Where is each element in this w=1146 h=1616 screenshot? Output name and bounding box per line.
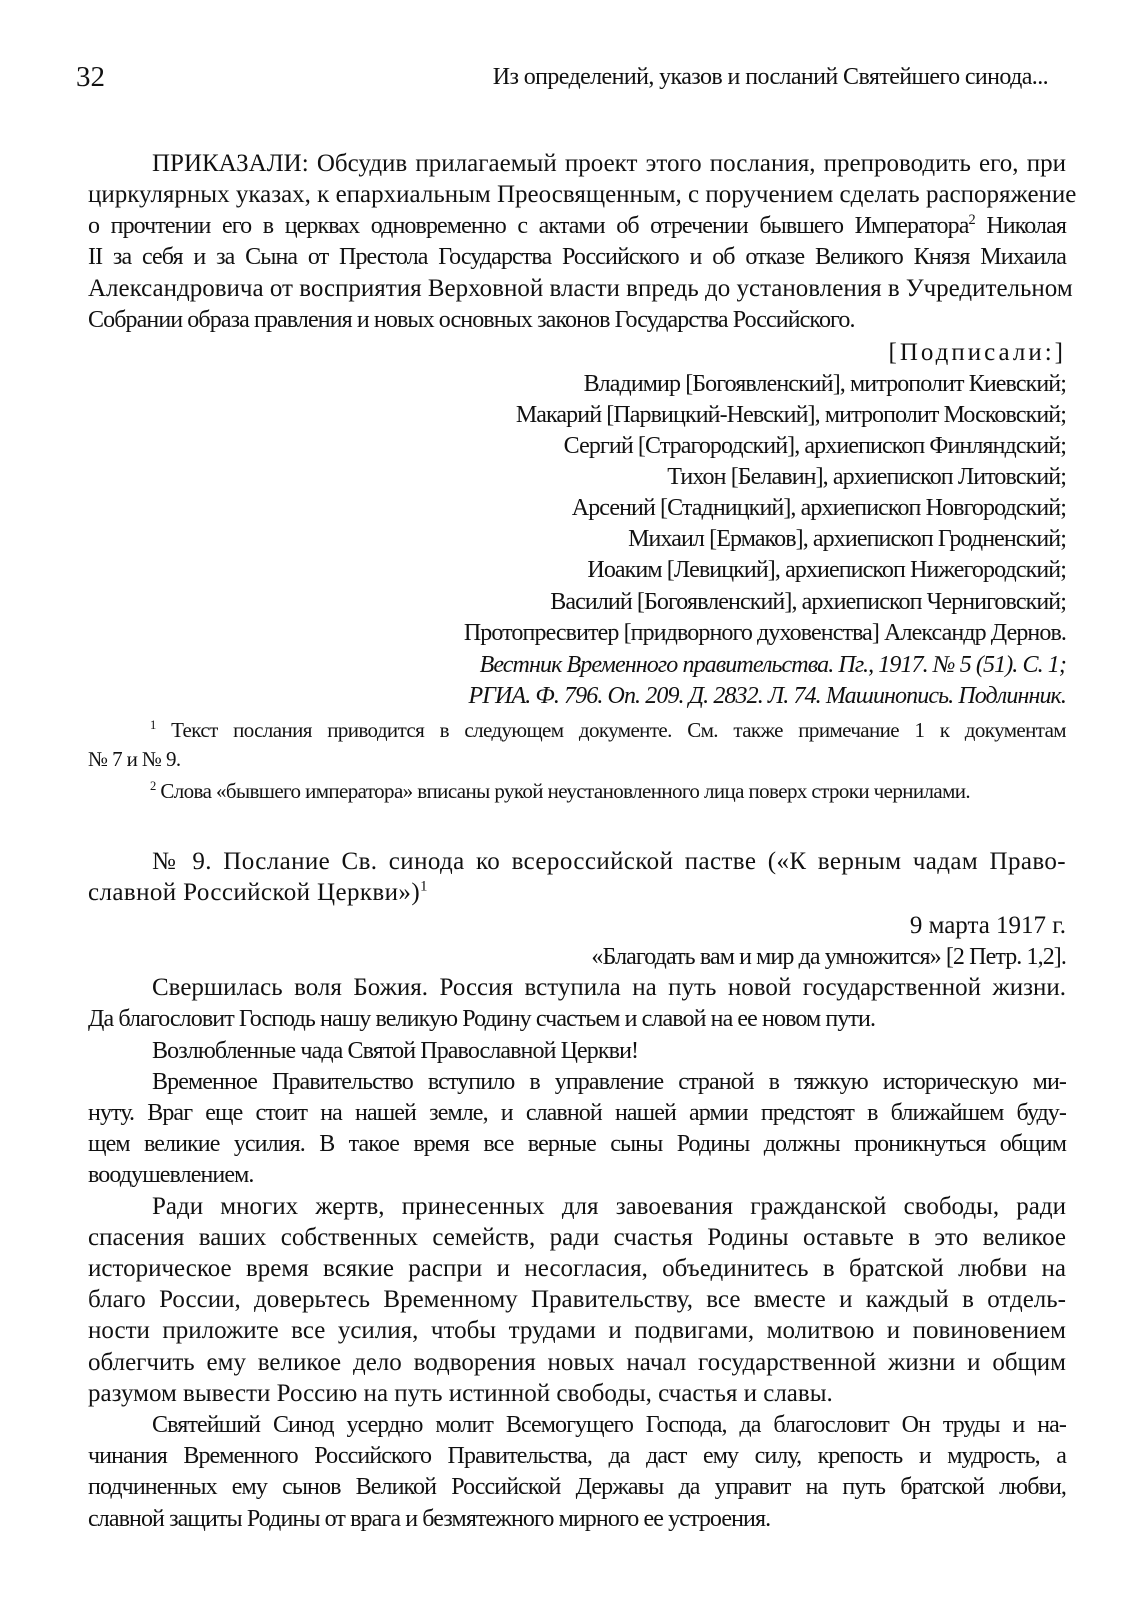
text-line: воодушевлением.	[88, 1162, 254, 1188]
text-line: подчиненных ему сынов Великой Российской Державы да управит на путь братской любви,	[88, 1474, 1066, 1500]
footnote	[150, 776, 970, 806]
source-citation: Вестник Временного правительства. Пг., 1917. № 5 (51). С. 1;	[479, 652, 1066, 678]
footnote	[150, 715, 1066, 745]
text-line: Свершилась воля Божия. Россия вступила на путь новой государственной жизни.	[152, 974, 1066, 1001]
signer: Михаил [Ермаков], архиепископ Гродненский;	[628, 526, 1066, 552]
source-citation: РГИА. Ф. 796. Оп. 209. Д. 2832. Л. 74. Машинопись. Подлинник.	[468, 683, 1066, 709]
text-line: Да благословит Господь нашу великую Родину счастьем и славой на ее новом пути.	[88, 1006, 876, 1032]
footnote-mark: 1	[150, 718, 156, 732]
footnote-text: Слова «бывшего императора» вписаны рукой неустановленного лица поверх строки чернилами.	[160, 779, 971, 803]
text-line: разумом вывести Россию на путь истинной свободы, счастья и славы.	[88, 1380, 833, 1407]
signer: Сергий [Страгородский], архиепископ Финляндский;	[563, 433, 1066, 459]
signer: Тихон [Белавин], архиепископ Литовский;	[667, 464, 1066, 490]
text-line: историческое время всякие распри и несогласия, объединитесь в братской любви на	[88, 1255, 1066, 1282]
text-line: Александровича от восприятия Верховной власти впредь до установления в Учредительном	[88, 275, 1073, 302]
text-line: циркулярных указах, к епархиальным Преосвященным, с поручением сделать распоряжение	[88, 181, 1077, 208]
running-title: Из определений, указов и посланий Святейшего синода...	[492, 64, 1048, 90]
footnote-text: Текст послания приводится в следующем документе. См. также примечание 1 к документам	[171, 718, 1066, 742]
signer: Арсений [Стадницкий], архиепископ Новгородский;	[571, 495, 1066, 521]
signatures-heading: [Подписали:]	[888, 339, 1066, 366]
footnote-continuation: № 7 и № 9.	[88, 747, 181, 771]
text-line: Святейший Синод усердно молит Всемогущего Господа, да благословит Он труды и на-	[152, 1412, 1066, 1438]
text-line: ности приложите все усилия, чтобы трудами и подвигами, молитвою и повиновением	[88, 1317, 1066, 1344]
signer: Макарий [Парвицкий-Невский], митрополит Московский;	[515, 402, 1066, 428]
text-line: II за себя и за Сына от Престола Государства Российского и об отказе Великого Князя Михаила	[88, 244, 1066, 270]
footnote-mark: 2	[150, 779, 156, 793]
document-title-continuation	[88, 878, 428, 908]
text-line: Собрании образа правления и новых основных законов Государства Российского.	[88, 307, 855, 333]
text-line: щем великие усилия. В такое время все верные сыны Родины должны проникнуться общим	[88, 1131, 1066, 1157]
text-line: чинания Временного Российского Правительства, да даст ему силу, крепость и мудрость, а	[88, 1443, 1066, 1469]
footnote-ref: 2	[968, 212, 975, 228]
text-line: спасения ваших собственных семейств, ради счастья Родины оставьте в это великое	[88, 1224, 1066, 1251]
text-span: о прочтении его в церквах одновременно с актами об отречении бывшего Императора	[88, 213, 969, 239]
document-date: 9 марта 1917 г.	[909, 912, 1066, 939]
epigraph: «Благодать вам и мир да умножится» [2 Петр. 1,2].	[591, 944, 1066, 970]
text-line	[88, 211, 1066, 241]
signer: Иоаким [Левицкий], архиепископ Нижегородский;	[587, 557, 1066, 583]
signer: Протопресвитер [придворного духовенства] Александр Дернов.	[463, 620, 1066, 646]
signer: Владимир [Богоявленский], митрополит Киевский;	[583, 371, 1066, 397]
text-line: нуту. Враг еще стоит на нашей земле, и славной нашей армии предстоят в ближайшем буду-	[88, 1100, 1066, 1126]
signer: Василий [Богоявленский], архиепископ Черниговский;	[550, 589, 1066, 615]
page-number: 32	[76, 61, 105, 93]
text-line: благо России, доверьтесь Временному Правительству, все вместе и каждый в отдель-	[88, 1286, 1066, 1313]
text-line: славной защиты Родины от врага и безмятежного мирного ее устроения.	[88, 1506, 771, 1532]
text-span: славной Российской Церкви»)	[88, 879, 421, 906]
text-line: ПРИКАЗАЛИ: Обсудив прилагаемый проект этого послания, препроводить его, при	[152, 150, 1066, 177]
text-line: Возлюбленные чада Святой Православной Церкви!	[152, 1038, 639, 1064]
text-span: Николая	[986, 213, 1066, 239]
text-line: Ради многих жертв, принесенных для завоевания гражданской свободы, ради	[152, 1193, 1066, 1220]
document-title: № 9. Послание Св. синода ко всероссийской пастве («К верным чадам Право-	[152, 848, 1066, 875]
footnote-ref: 1	[420, 878, 428, 895]
text-line: облегчить ему великое дело водворения новых начал государственной жизни и общим	[88, 1349, 1066, 1376]
text-line: Временное Правительство вступило в управление страной в тяжкую историческую ми-	[152, 1069, 1066, 1095]
